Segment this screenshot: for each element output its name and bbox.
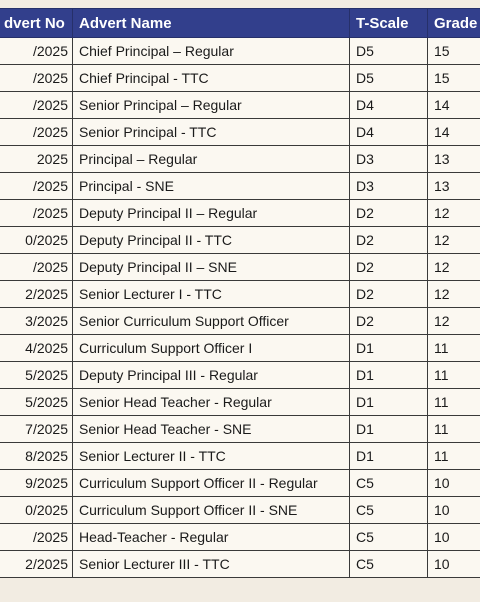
cell-advert-name: Senior Curriculum Support Officer	[73, 308, 350, 335]
header-grade: Grade	[428, 9, 480, 38]
cell-advert-no: 9/2025	[0, 470, 73, 497]
cell-t-scale: C5	[350, 497, 428, 524]
cell-advert-no: 2/2025	[0, 551, 73, 578]
cell-advert-no: /2025	[0, 524, 73, 551]
cell-grade: 11	[428, 335, 480, 362]
cell-advert-name: Curriculum Support Officer II - SNE	[73, 497, 350, 524]
cell-advert-name: Deputy Principal III - Regular	[73, 362, 350, 389]
cell-advert-name: Senior Lecturer II - TTC	[73, 443, 350, 470]
table-row	[0, 443, 480, 470]
table-row	[0, 389, 480, 416]
cell-t-scale: D1	[350, 335, 428, 362]
cell-advert-no: 3/2025	[0, 308, 73, 335]
cell-grade: 12	[428, 281, 480, 308]
cell-grade: 12	[428, 254, 480, 281]
cell-grade: 12	[428, 308, 480, 335]
cell-advert-no: /2025	[0, 92, 73, 119]
cell-t-scale: D5	[350, 38, 428, 65]
cell-grade: 11	[428, 443, 480, 470]
cell-t-scale: D1	[350, 416, 428, 443]
cell-advert-no: 5/2025	[0, 389, 73, 416]
table-row	[0, 308, 480, 335]
cell-grade: 14	[428, 119, 480, 146]
table-row	[0, 497, 480, 524]
table-row	[0, 173, 480, 200]
cell-grade: 15	[428, 65, 480, 92]
adverts-table	[0, 8, 480, 578]
cell-advert-no: /2025	[0, 119, 73, 146]
cell-grade: 15	[428, 38, 480, 65]
cell-advert-no: 7/2025	[0, 416, 73, 443]
cell-t-scale: D3	[350, 173, 428, 200]
table-row	[0, 227, 480, 254]
table-row	[0, 416, 480, 443]
cell-advert-name: Deputy Principal II – SNE	[73, 254, 350, 281]
cell-t-scale: D3	[350, 146, 428, 173]
table-row	[0, 524, 480, 551]
cell-advert-name: Principal – Regular	[73, 146, 350, 173]
cell-advert-name: Senior Lecturer III - TTC	[73, 551, 350, 578]
cell-grade: 12	[428, 227, 480, 254]
cell-advert-name: Senior Head Teacher - SNE	[73, 416, 350, 443]
cell-advert-name: Deputy Principal II – Regular	[73, 200, 350, 227]
cell-t-scale: D2	[350, 308, 428, 335]
cell-advert-name: Chief Principal - TTC	[73, 65, 350, 92]
cell-advert-no: 2/2025	[0, 281, 73, 308]
cell-advert-name: Curriculum Support Officer I	[73, 335, 350, 362]
table-row	[0, 335, 480, 362]
cell-t-scale: D2	[350, 254, 428, 281]
table-row	[0, 551, 480, 578]
cell-t-scale: C5	[350, 524, 428, 551]
header-row	[0, 9, 480, 38]
header-t-scale: T-Scale	[350, 9, 428, 38]
cell-t-scale: D1	[350, 443, 428, 470]
cell-advert-no: /2025	[0, 65, 73, 92]
table-row	[0, 281, 480, 308]
cell-advert-no: 0/2025	[0, 227, 73, 254]
cell-advert-name: Senior Principal - TTC	[73, 119, 350, 146]
cell-t-scale: D5	[350, 65, 428, 92]
table-row	[0, 38, 480, 65]
cell-grade: 10	[428, 470, 480, 497]
cell-advert-name: Senior Head Teacher - Regular	[73, 389, 350, 416]
cell-advert-no: /2025	[0, 38, 73, 65]
table-body	[0, 38, 480, 578]
table-row	[0, 119, 480, 146]
table-row	[0, 254, 480, 281]
cell-advert-no: 0/2025	[0, 497, 73, 524]
cell-advert-name: Curriculum Support Officer II - Regular	[73, 470, 350, 497]
cell-grade: 10	[428, 551, 480, 578]
cell-advert-no: 2025	[0, 146, 73, 173]
cell-t-scale: D4	[350, 92, 428, 119]
header-advert-no: dvert No	[0, 9, 73, 38]
table-row	[0, 92, 480, 119]
table-row	[0, 200, 480, 227]
header-advert-name: Advert Name	[73, 9, 350, 38]
cell-grade: 13	[428, 146, 480, 173]
cell-advert-name: Principal - SNE	[73, 173, 350, 200]
cell-advert-name: Senior Lecturer I - TTC	[73, 281, 350, 308]
cell-grade: 13	[428, 173, 480, 200]
cell-t-scale: D2	[350, 200, 428, 227]
table-row	[0, 470, 480, 497]
cell-advert-no: 5/2025	[0, 362, 73, 389]
cell-t-scale: D2	[350, 227, 428, 254]
table-row	[0, 65, 480, 92]
cell-grade: 10	[428, 497, 480, 524]
adverts-sheet	[0, 8, 480, 578]
cell-t-scale: D4	[350, 119, 428, 146]
table-row	[0, 146, 480, 173]
table-row	[0, 362, 480, 389]
cell-grade: 14	[428, 92, 480, 119]
cell-advert-no: /2025	[0, 254, 73, 281]
cell-advert-name: Chief Principal – Regular	[73, 38, 350, 65]
cell-t-scale: D2	[350, 281, 428, 308]
cell-advert-no: 4/2025	[0, 335, 73, 362]
cell-t-scale: D1	[350, 362, 428, 389]
cell-grade: 10	[428, 524, 480, 551]
cell-t-scale: C5	[350, 470, 428, 497]
cell-advert-no: 8/2025	[0, 443, 73, 470]
cell-t-scale: C5	[350, 551, 428, 578]
cell-grade: 11	[428, 389, 480, 416]
cell-advert-name: Deputy Principal II - TTC	[73, 227, 350, 254]
cell-advert-no: /2025	[0, 173, 73, 200]
cell-grade: 11	[428, 416, 480, 443]
cell-advert-name: Senior Principal – Regular	[73, 92, 350, 119]
cell-grade: 12	[428, 200, 480, 227]
cell-grade: 11	[428, 362, 480, 389]
cell-advert-no: /2025	[0, 200, 73, 227]
cell-advert-name: Head-Teacher - Regular	[73, 524, 350, 551]
cell-t-scale: D1	[350, 389, 428, 416]
